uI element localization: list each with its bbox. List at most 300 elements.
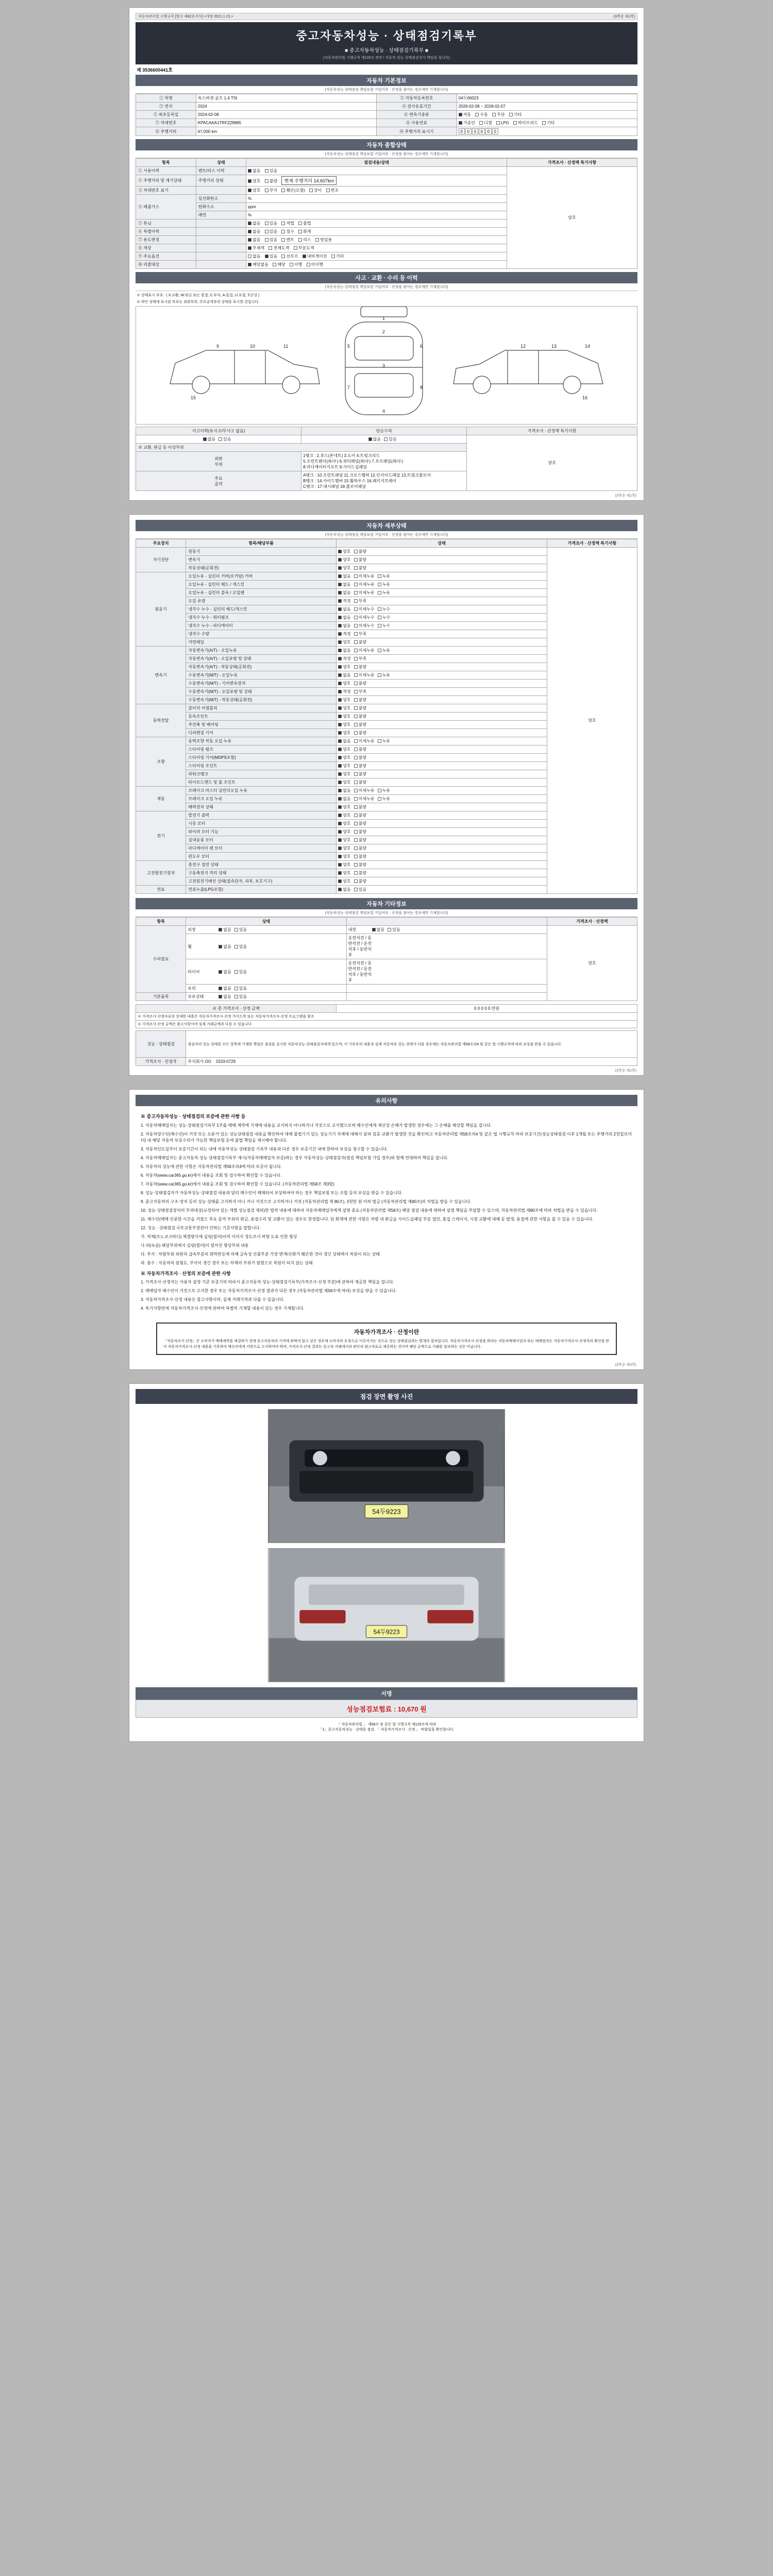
checkbox-option-etc[interactable]: 기타: [331, 253, 344, 259]
table-header-row: [136, 159, 637, 167]
checkbox-vin-good[interactable]: 양호: [248, 188, 260, 193]
detail-options: [337, 564, 547, 572]
checkbox-opt1[interactable]: 불량: [354, 557, 366, 563]
accident-result: 양호: [467, 435, 637, 491]
checkbox-opt1[interactable]: 미세누유: [354, 648, 375, 653]
checkbox-first[interactable]: 없음: [338, 615, 350, 620]
table-row: [136, 111, 637, 119]
col-state: 상태: [186, 918, 346, 926]
detail-part-name: 수동변속기(M/T) - 오일유량 및 상태: [186, 688, 337, 696]
page-title: 중고자동차성능 · 상태점검기록부: [296, 29, 477, 42]
overall-options: [246, 261, 507, 269]
checkbox-first[interactable]: 양호: [338, 714, 350, 719]
table-row: [136, 103, 637, 111]
detail-state-table: [136, 539, 637, 894]
checkbox-color-full[interactable]: 전체도색: [268, 245, 289, 251]
checkbox-first[interactable]: 없음: [338, 590, 350, 596]
other-detail: [346, 993, 547, 1001]
checkbox-opt1[interactable]: 불량: [354, 549, 366, 554]
assessor-info: [186, 1058, 637, 1066]
detail-options: [337, 721, 547, 729]
checkbox-opt1[interactable]: 불량: [354, 697, 366, 703]
checkbox-first[interactable]: 양호: [338, 854, 350, 859]
checkbox-opt1[interactable]: 있음: [234, 994, 247, 999]
checkbox-opt1[interactable]: 부족: [354, 656, 366, 662]
checkbox-opt2[interactable]: 누유: [378, 788, 390, 793]
detail-part-name: 오일누유 - 실린더 블록 / 오일팬: [186, 589, 337, 597]
checkbox-opt1[interactable]: 미세누유: [354, 573, 375, 579]
checkbox-opt2[interactable]: 누유: [378, 573, 390, 579]
checkbox-opt1[interactable]: 불량: [354, 821, 366, 826]
checkbox-color-original[interactable]: 무채색: [248, 245, 264, 251]
basic-value: 04두06023: [457, 94, 637, 103]
checkbox-tuning-illegal[interactable]: 불법: [298, 221, 311, 226]
basic-label: ⑪ 주행거리: [136, 127, 196, 136]
checkbox-first[interactable]: 양호: [338, 870, 350, 876]
col-item: 항목: [136, 918, 186, 926]
overall-options: [246, 228, 507, 236]
checkbox-first[interactable]: 양호: [338, 705, 350, 711]
checkbox-hybrid[interactable]: 하이브리드: [513, 120, 538, 126]
checkbox-first[interactable]: 없음: [338, 887, 350, 892]
photo-rear: [268, 1548, 505, 1682]
checkbox-diesel[interactable]: 디젤: [479, 120, 492, 126]
notice-item: 11. 매수인(매매 인중한 시간을 거쳤으 주요 골격 부위의 판금, 용접수리 및 교환이 있는 경우로 한정합니다. 단 화재에 관한 사항은 차량 내 판금을 사이드실패널 부분 열린, 흠집 스테이지, 시장 교환에 대해 등 발생, 용접에 관한 사항을 볼 수 있음 수 있습니다.: [141, 1216, 594, 1222]
frame-label: 주요 골격: [136, 471, 301, 491]
checkbox-flood[interactable]: 침수: [281, 229, 294, 234]
checkbox-sub1[interactable]: 있음: [388, 927, 400, 933]
notice-item: 4. 특기사항란에 자동차가격조사·산정에 관하여 특별히 기재할 내용이 있는 경우 기재합니다.: [141, 1306, 305, 1311]
checkbox-opt2[interactable]: 누유: [378, 738, 390, 744]
detail-part-name: 윈도우 모터: [186, 853, 337, 861]
notice-item: 4. 자동차매매업자는 중고자동차 성능·상태점검기록부 제시(자동차매매업자 보증)하는 경우 자동차성능·상태점검자(점검 책임보험 가입 경우)와 함께 연대하여 책임을 집니다.: [141, 1155, 448, 1160]
checkbox-first[interactable]: 양호: [338, 779, 350, 785]
col-remark: 가격조사 · 산정액 특기사항: [547, 539, 637, 548]
notice-item: 2. 매매업자 매수인이 거짓으로 고지한 경우 또는 자동차가격조사·산정 결과가 다른 경우 (자동차관리법 제58조에 따라) 보상을 받을 수 있습니다.: [141, 1289, 397, 1293]
checkbox-first[interactable]: 양호: [338, 837, 350, 843]
detail-options: [337, 836, 547, 844]
checkbox-first[interactable]: 양호: [338, 639, 350, 645]
detail-options: [337, 589, 547, 597]
table-row: [136, 1031, 637, 1058]
checkbox-opt2[interactable]: 누수: [378, 615, 390, 620]
outer-level-3: 8.라디에이터서포트 9.사이드실패널: [303, 465, 367, 469]
checkbox-vin-altered[interactable]: 변조: [326, 188, 339, 193]
checkbox-opt1[interactable]: 미세누유: [354, 738, 375, 744]
checkbox-opt1[interactable]: 있음: [234, 969, 247, 975]
basic-value: 폭스바겐 골프 1.4 TSI: [196, 94, 376, 103]
checkbox-good[interactable]: 양호: [248, 178, 260, 184]
detail-part-name: 스티어링 기어(MDPS포함): [186, 754, 337, 762]
notice-item: 12. 성능 · 상태점검 국토교통부장관이 인하는 기준사항을 말합니다.: [141, 1225, 261, 1230]
overall-item: ⑥ 특별이력: [136, 228, 196, 236]
detail-options: [337, 828, 547, 836]
checkbox-first[interactable]: 적정: [338, 598, 350, 604]
section-detail-subnote: (자동차성능·상태점검 책임보험 가입여부 : 산정을 참여는 경우에만 기재합니다): [136, 531, 637, 539]
detail-group-name: 전기: [136, 811, 186, 861]
checkbox-cvt[interactable]: 무단: [492, 112, 505, 117]
assessor-tel: 1533-0729: [215, 1059, 236, 1064]
checkbox-opt1[interactable]: 부족: [354, 598, 366, 604]
notice-item: 가. 차체(모노코크바디) 체결방식에 실링(씰러)이며 이미지 정도로서 바탕 도료 인한 형상: [141, 1234, 297, 1239]
other-part: 유리 없음 있음: [186, 985, 346, 993]
checkbox-option-yes[interactable]: 있음: [265, 253, 277, 259]
notice-item: 3. 자동차가격조사·산정 내용은 참고사항이며, 실제 거래가격과 다를 수 있습니다.: [141, 1297, 284, 1302]
notice-group2-title: ※ 자동차가격조사 · 산정의 보증에 관한 사항: [141, 1270, 231, 1276]
checkbox-opt2[interactable]: 누수: [378, 623, 390, 629]
detail-part-name: 스티어링 조인트: [186, 762, 337, 770]
table-row: [136, 1058, 637, 1066]
accident-summary-table: [136, 427, 637, 491]
svg-text:11: 11: [283, 344, 289, 349]
detail-part-name: 등속조인트: [186, 713, 337, 721]
checkbox-opt1[interactable]: 불량: [354, 664, 366, 670]
detail-group-name: 변속기: [136, 647, 186, 704]
definition-text: 「자동차조사·산정」은 소비자가 매매계약을 체결하기 전에 중고자동차의 가격에 관하여 알고 싶은 경우에 소비자의 요청으로 이루어지는 것으로 성능·상태점검과는 별개의 절차입니다. 자동차가격조사·산정을 하려는 자동차매매사업자 또는 매매업자는 자동차가격조사·산정자의 확인을 받아 자동차가격조사·산정 내용을 기록하여 매수인에게 서면으로 고지하여야 하며, 가격조사·산정 결과는 중고차 거래에서의 판단의 참고자료로 제공하는 것이며 해당 금액으로 거래를 담보하는 것은 아닙니다.: [163, 1340, 610, 1349]
detail-part-name: 변속기: [186, 556, 337, 564]
detail-options: [337, 811, 547, 820]
checkbox-first[interactable]: 양호: [338, 812, 350, 818]
checkbox-opt0[interactable]: 없음: [219, 969, 231, 975]
table-row: [136, 1005, 637, 1013]
checkbox-recall-notdone[interactable]: 미이행: [307, 262, 323, 267]
detail-part-name: 원동기: [186, 548, 337, 556]
sheet-photos: [129, 1383, 644, 1742]
simple-repair-label: 단순수리: [301, 427, 467, 435]
accident-history-value[interactable]: 없음 있음: [136, 435, 301, 444]
detail-part-name: 브레이크 오일 누유: [186, 795, 337, 803]
notice-item: 1. 자동차매매업자는 성능·상태점검기록부 1부를 매매 계약에 기재에 내용을 교지하지 아니하거나 거짓으로 교지했으로써 매수인에게 재산상 손해가 발생한 경우에는 그 손해를 배상할 책임을 집니다.: [141, 1123, 492, 1128]
checkbox-opt1[interactable]: 불량: [354, 878, 366, 884]
detail-part-name: 냉각수 누수 - 라디에이터: [186, 622, 337, 630]
checkbox-opt2[interactable]: 누유: [378, 796, 390, 802]
checkbox-rent[interactable]: 렌트: [281, 237, 294, 243]
rear-plate-text: 54두9223: [373, 1629, 400, 1636]
checkbox-lease[interactable]: 리스: [298, 237, 311, 243]
checkbox-first[interactable]: 양호: [338, 821, 350, 826]
checkbox-opt1[interactable]: 부족: [354, 631, 366, 637]
col-status: 상태: [337, 539, 547, 548]
detail-options: [337, 597, 547, 605]
checkbox-first[interactable]: 양호: [338, 829, 350, 835]
checkbox-opt2[interactable]: 누수: [378, 606, 390, 612]
checkbox-recall-yes[interactable]: 해당: [273, 262, 285, 267]
checkbox-opt1[interactable]: 불량: [354, 747, 366, 752]
checkbox-opt1[interactable]: 불량: [354, 862, 366, 868]
overall-item: ① 사용이력: [136, 167, 196, 175]
detail-options: [337, 638, 547, 647]
checkbox-opt1[interactable]: 있음: [234, 944, 247, 950]
frame-level-a: A랭크 : 10.프런트패널 11.크로스멤버 12.인사이드패널 13.트렁크플로어: [303, 473, 431, 478]
checkbox-fuel-etc[interactable]: 기타: [542, 120, 554, 126]
notice-item: 1. 가격조사·산정자는 사용자 설정 기준 보증기의 따라서 중고자동차 성능·상태점검기록부(가격조사·산정 부분)에 관하여 제공한 책임을 집니다.: [141, 1280, 394, 1284]
checkbox-opt0[interactable]: 없음: [219, 927, 231, 933]
svg-text:6: 6: [420, 344, 423, 349]
checkbox-opt1[interactable]: 미세누수: [354, 623, 375, 629]
checkbox-opt1[interactable]: 미세누유: [354, 590, 375, 596]
checkbox-first[interactable]: 양호: [338, 730, 350, 736]
svg-text:13: 13: [551, 344, 557, 349]
other-group-label: 기본품목: [136, 993, 186, 1001]
detail-part-name: 고전원전기배선 상태(접속단자, 피복, 보호기구): [186, 877, 337, 886]
checkbox-opt1[interactable]: 부족: [354, 689, 366, 694]
checkbox-opt2[interactable]: 누유: [378, 648, 390, 653]
section-accident-subnote: (자동차성능·상태점검 책임보험 가입여부 : 산정을 참여는 경우에만 기재합니다): [136, 283, 637, 291]
checkbox-opt1[interactable]: 불량: [354, 755, 366, 760]
checkbox-opt0[interactable]: 없음: [219, 994, 231, 999]
detail-group-name: 조향: [136, 737, 186, 787]
checkbox-opt1[interactable]: 있음: [234, 986, 247, 991]
checkbox-sub0[interactable]: 없음: [372, 927, 384, 933]
accident-history-label: 사고이력(유사고/무사고 없음): [136, 427, 301, 435]
overall-options: [246, 175, 507, 187]
overall-sub: 주행거리 상태: [196, 175, 246, 187]
checkbox-opt1[interactable]: 불량: [354, 771, 366, 777]
accident-note-label: 가격조사 · 산정액 특기사항: [467, 427, 637, 435]
checkbox-opt2[interactable]: 누유: [378, 590, 390, 596]
checkbox-first[interactable]: 양호: [338, 722, 350, 727]
checkbox-opt1[interactable]: 불량: [354, 705, 366, 711]
checkbox-opt1[interactable]: 있음: [234, 927, 247, 933]
checkbox-first[interactable]: 양호: [338, 747, 350, 752]
checkbox-first[interactable]: 없음: [338, 672, 350, 678]
checkbox-opt1[interactable]: 불량: [354, 730, 366, 736]
detail-options: [337, 877, 547, 886]
detail-part-name: 동력조향 작동 오일 누유: [186, 737, 337, 745]
checkbox-first[interactable]: 적정: [338, 631, 350, 637]
checkbox-opt0[interactable]: 없음: [219, 986, 231, 991]
checkbox-first[interactable]: 적정: [338, 689, 350, 694]
checkbox-opt1[interactable]: 불량: [354, 763, 366, 769]
checkbox-first[interactable]: 양호: [338, 681, 350, 686]
checkbox-vin-damaged[interactable]: 훼손(오염): [281, 188, 305, 193]
detail-part-name: 스티어링 펌프: [186, 745, 337, 754]
detail-options: [337, 803, 547, 811]
checkbox-opt1[interactable]: 불량: [354, 565, 366, 571]
inspector-text: 점검자의 성능·상태를 모든 항목에 기재한 책임은 점검을 실시한 자동차성능·상태점검자에게 있으며, 이 기록부의 내용과 실제 자동차의 성능·상태가 다를 경우에는 자동차관리법 제58조의4 및 같은 법 시행규칙에 따라 보상을 받을 수 있습니다.: [186, 1031, 637, 1058]
checkbox-first[interactable]: 양호: [338, 878, 350, 884]
overall-sub: 탄화수소: [196, 203, 246, 211]
overall-value: %: [246, 195, 507, 203]
svg-text:12: 12: [520, 344, 526, 349]
table-row: [136, 1013, 637, 1021]
detail-options: [337, 745, 547, 754]
checkbox-recall-done[interactable]: 이행: [290, 262, 302, 267]
checkbox-opt1[interactable]: 불량: [354, 714, 366, 719]
svg-text:15: 15: [191, 395, 196, 400]
detail-part-name: 실내송풍 모터: [186, 836, 337, 844]
checkbox-sunroof[interactable]: 선루프: [281, 253, 298, 259]
notice-item: 다. 부식 : 차량부위 외판의 급속부분의 화학반응에 의해 금속성 산출부분 가장 변색/산화가 훼손한 것이 생긴 상태에서 복원이 되는 상태: [141, 1251, 380, 1257]
page-number-1: (3쪽중 제1쪽): [615, 494, 636, 498]
checkbox-option-none[interactable]: 없음: [248, 253, 260, 259]
overall-options: [246, 236, 507, 244]
checkbox-first[interactable]: 없음: [338, 606, 350, 612]
svg-text:16: 16: [582, 395, 588, 400]
checkbox-fire[interactable]: 화재: [298, 229, 311, 234]
checkbox-gasoline[interactable]: 가솔린: [459, 120, 475, 126]
checkbox-first[interactable]: 없음: [338, 582, 350, 587]
checkbox-commercial[interactable]: 영업용: [315, 237, 332, 243]
checkbox-vin-corroded[interactable]: 부식: [265, 188, 277, 193]
detail-part-name: 자동변속기(A/T) - 오일유량 및 상태: [186, 655, 337, 663]
detail-options: [337, 572, 547, 581]
checkbox-first[interactable]: 양호: [338, 771, 350, 777]
checkbox-navigation[interactable]: 내비게이션: [303, 253, 327, 259]
basic-label: ⑤ 최초등록일: [136, 111, 196, 119]
other-info-table: [136, 917, 637, 1001]
table-header-row: [136, 918, 637, 926]
detail-part-name: 자동변속기(A/T) - 작동상태(공회전): [186, 663, 337, 671]
col-part: 항목/해당부품: [186, 539, 337, 548]
checkbox-usechange-yes[interactable]: 있음: [265, 237, 277, 243]
checkbox-first[interactable]: 양호: [338, 862, 350, 868]
checkbox-none[interactable]: 없음: [248, 168, 260, 174]
overall-item: ⑤ 튜닝: [136, 219, 196, 228]
checkbox-yes[interactable]: 있음: [265, 168, 277, 174]
detail-options: [337, 778, 547, 787]
detail-part-name: 충전구 절연 상태: [186, 861, 337, 869]
other-detail: 운전석전 / 동반석전 / 운전석후 / 동반석후: [346, 934, 547, 959]
checkbox-tuning-none[interactable]: 없음: [248, 221, 260, 226]
checkbox-opt1[interactable]: 불량: [354, 804, 366, 810]
overall-item: ⑧ 색상: [136, 244, 196, 252]
section-detail-header: 자동차 세부상태: [136, 520, 637, 531]
svg-text:3: 3: [382, 363, 385, 368]
checkbox-vin-diff[interactable]: 상이: [309, 188, 322, 193]
detail-part-name: 클러치 어셈블리: [186, 704, 337, 713]
col-device: 주요장치: [136, 539, 186, 548]
checkbox-usechange-none[interactable]: 없음: [248, 237, 260, 243]
checkbox-special-yes[interactable]: 있음: [265, 229, 277, 234]
detail-part-name: 발전기 출력: [186, 811, 337, 820]
footnote-1: 「 자동차관리법 」 제58조 및 같은 법 시행규칙 제120조에 따라: [337, 1723, 436, 1727]
checkbox-first[interactable]: 없음: [338, 573, 350, 579]
photo-front: [268, 1409, 505, 1543]
checkbox-opt1[interactable]: 불량: [354, 854, 366, 859]
checkbox-opt2[interactable]: 누유: [378, 582, 390, 587]
checkbox-first[interactable]: 양호: [338, 697, 350, 703]
detail-part-name: 냉각수 수량: [186, 630, 337, 638]
checkbox-bad[interactable]: 불량: [265, 178, 277, 184]
checkbox-opt1[interactable]: 미세누유: [354, 672, 375, 678]
checkbox-opt1[interactable]: 미세누수: [354, 615, 375, 620]
car-diagram-svg: [136, 307, 637, 424]
checkbox-first[interactable]: 양호: [338, 804, 350, 810]
checkbox-opt1[interactable]: 미세누유: [354, 788, 375, 793]
detail-part-name: 파워크랭크: [186, 770, 337, 778]
checkbox-opt2[interactable]: 누유: [378, 672, 390, 678]
checkbox-etc[interactable]: 기타: [509, 112, 522, 117]
section-basic-header: 자동차 기본정보: [136, 75, 637, 86]
svg-text:10: 10: [250, 344, 256, 349]
col-state: 상태: [196, 159, 246, 167]
checkbox-color-partial[interactable]: 부분도색: [294, 245, 314, 251]
detail-part-name: 수동변속기(M/T) - 오일누유: [186, 671, 337, 680]
table-row: [136, 1021, 637, 1028]
checkbox-lpg[interactable]: LPG: [496, 121, 509, 125]
checkbox-first[interactable]: 양호: [338, 565, 350, 571]
detail-options: [337, 614, 547, 622]
checkbox-first[interactable]: 양호: [338, 845, 350, 851]
overall-options: [246, 244, 507, 252]
checkbox-first[interactable]: 양호: [338, 664, 350, 670]
outer-level-2: 5.프런트펜더(좌/우) 6.쿼터패널(좌/우) 7.루프패널(좌/우): [303, 459, 404, 464]
checkbox-opt1[interactable]: 불량: [354, 639, 366, 645]
detail-options: [337, 556, 547, 564]
checkbox-first[interactable]: 적정: [338, 656, 350, 662]
detail-options: [337, 704, 547, 713]
checkbox-opt1[interactable]: 불량: [354, 845, 366, 851]
checkbox-tuning-legal[interactable]: 적법: [281, 221, 294, 226]
checkbox-opt1[interactable]: 불량: [354, 837, 366, 843]
checkbox-tuning-yes[interactable]: 있음: [265, 221, 277, 226]
checkbox-opt1[interactable]: 미세누유: [354, 582, 375, 587]
checkbox-recall-na[interactable]: 해당없음: [248, 262, 268, 267]
inspector-label: 성능 · 상태점검: [136, 1031, 186, 1058]
svg-text:7: 7: [347, 385, 350, 390]
checkbox-opt1[interactable]: 불량: [354, 829, 366, 835]
checkbox-opt1[interactable]: 불량: [354, 779, 366, 785]
notice-item: 라. 흠수 : 자동차의 원형도, 부식이 생긴 경우 또는 차체의 부위가 원형으로 복원이 되지 않는 상태: [141, 1260, 313, 1265]
checkbox-first[interactable]: 없음: [338, 623, 350, 629]
price-value: 0 0 0 0 0 만원: [337, 1005, 637, 1013]
checkbox-opt1[interactable]: 미세누유: [354, 796, 375, 802]
checkbox-special-none[interactable]: 없음: [248, 229, 260, 234]
checkbox-opt1[interactable]: 미세누수: [354, 606, 375, 612]
detail-options: [337, 713, 547, 721]
col-item: 항목: [136, 159, 196, 167]
table-row: [136, 167, 637, 175]
other-part: 외장 없음 있음: [186, 926, 346, 934]
assessor-company: 주식회사 OO: [188, 1059, 211, 1064]
overall-options: [246, 187, 507, 195]
simple-repair-value[interactable]: 없음 있음: [301, 435, 467, 444]
checkbox-manual[interactable]: 수동: [475, 112, 488, 117]
checkbox-first[interactable]: 양호: [338, 755, 350, 760]
checkbox-opt1[interactable]: 불량: [354, 681, 366, 686]
checkbox-first[interactable]: 없음: [338, 738, 350, 744]
other-part: 보유상태 없음 있음: [186, 993, 346, 1001]
overall-result: 양호: [507, 167, 637, 269]
checkbox-first[interactable]: 없음: [338, 796, 350, 802]
detail-options: [337, 548, 547, 556]
detail-part-name: 배력장치 상태: [186, 803, 337, 811]
checkbox-auto[interactable]: 자동: [459, 112, 471, 117]
checkbox-first[interactable]: 없음: [338, 648, 350, 653]
other-detail: [346, 985, 547, 993]
detail-group-name: 원동기: [136, 572, 186, 647]
checkbox-first[interactable]: 양호: [338, 763, 350, 769]
detail-options: [337, 820, 547, 828]
parts-title: ※ 교환, 판금 등 이상부위: [136, 444, 467, 452]
overall-value: ppm: [246, 203, 507, 211]
detail-part-name: 오일누유 - 실린더 커버(로커암) 커버: [186, 572, 337, 581]
checkbox-opt1[interactable]: 있음: [354, 887, 366, 892]
other-detail: 내장 없음 있음: [346, 926, 547, 934]
checkbox-opt1[interactable]: 불량: [354, 870, 366, 876]
checkbox-opt0[interactable]: 없음: [219, 944, 231, 950]
checkbox-first[interactable]: 없음: [338, 788, 350, 793]
checkbox-opt1[interactable]: 불량: [354, 722, 366, 727]
checkbox-first[interactable]: 양호: [338, 549, 350, 554]
detail-options: [337, 647, 547, 655]
detail-part-name: 타이로드엔드 및 볼 조인트: [186, 778, 337, 787]
detail-group-name: 연료: [136, 886, 186, 894]
checkbox-first[interactable]: 양호: [338, 557, 350, 563]
detail-options: [337, 655, 547, 663]
checkbox-opt1[interactable]: 불량: [354, 812, 366, 818]
